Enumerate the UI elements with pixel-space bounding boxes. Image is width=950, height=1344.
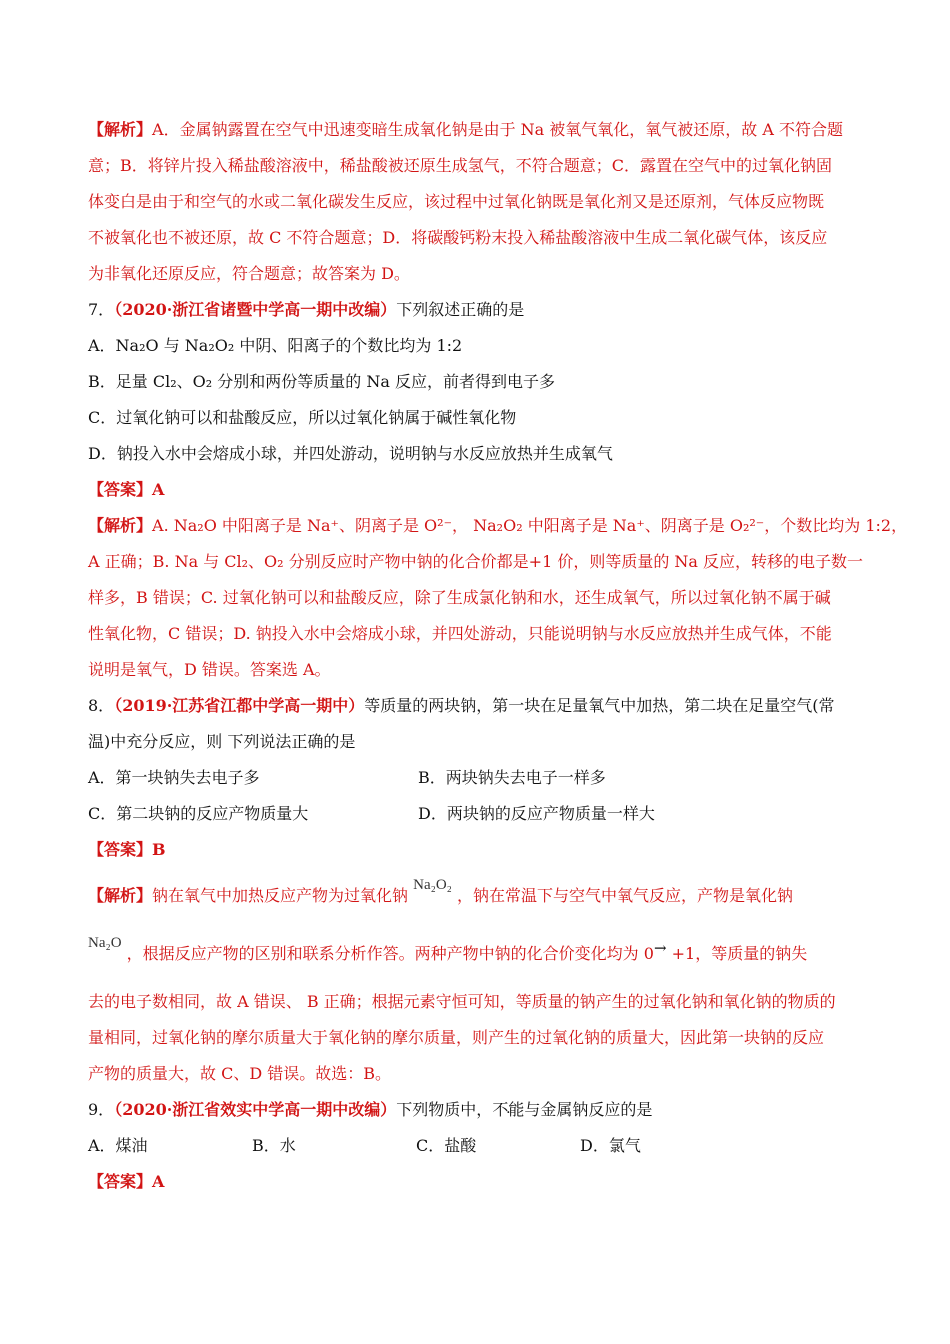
formula-na2o: Na₂O	[88, 935, 122, 951]
q9-option-a: A．煤油	[88, 1136, 148, 1155]
q6-analysis-line-2: 意；B．将锌片投入稀盐酸溶液中，稀盐酸被还原生成氢气，不符合题意；C．露置在空气中的过氧化钠固	[88, 156, 833, 175]
q8-answer	[88, 832, 868, 868]
q8-option-a: A．第一块钠失去电子多	[88, 768, 260, 787]
question-number: 8．	[88, 696, 115, 715]
q8-option-c: C．第二块钠的反应产物质量大	[88, 804, 309, 823]
q9-stem: 9．（2020·浙江省效实中学高一期中改编）下列物质中，不能 ·与金属钠反应的是	[88, 1092, 868, 1128]
q6-analysis-line-5: 为非氧化还原反应，符合题意；故答案为 D。	[88, 264, 410, 283]
q7-option-a: A．Na₂O 与 Na₂O₂ 中阴、阳离子的个数比均为 1:2	[88, 336, 463, 355]
q8-stem-line-2: 温)中充分反应，则 下列说法正确的是	[88, 732, 356, 751]
answer-value: A	[152, 480, 165, 499]
q8-stem-line-1	[88, 688, 868, 724]
answer-tag: 【答案】	[88, 1172, 153, 1191]
question-source: （2020·浙江省诸暨中学高一期中改编）	[114, 300, 397, 319]
q8-option-d: D．两块钠的反应产物质量一样大	[418, 804, 655, 823]
answer-tag: 【答案】	[88, 480, 153, 499]
q6-analysis-line-4: 不被氧化也不被还原，故 C 不符合题意；D．将碳酸钙粉末投入稀盐酸溶液中生成二氧化碳气体，该反应	[88, 228, 828, 247]
q7-analysis-line-4: 性氧化物，C 错误；D. 钠投入水中会熔成小球，并四处游动，只能说明钠与水反应放热并生成气体，不能	[88, 624, 832, 643]
q9-option-b: B．水	[252, 1136, 296, 1155]
analysis-tag: 【解析】	[88, 886, 153, 905]
question-number: 7．	[88, 300, 115, 319]
document-page	[88, 112, 908, 1200]
q8-analysis-line-4: 量相同，过氧化钠的摩尔质量大于氧化钠的摩尔质量，则产生的过氧化钠的质量大，因此第一块钠的反应	[88, 1028, 825, 1047]
q7-stem	[88, 292, 868, 328]
q8-analysis-line-3: 去的电子数相同，故 A 错误、 B 正确；根据元素守恒可知，等质量的钠产生的过氧化钠和氧化钠的物质的	[88, 992, 836, 1011]
question-number: 9．	[88, 1100, 115, 1119]
q7-option-b: B．足量 Cl₂、O₂ 分别和两份等质量的 Na 反应，前者得到电子多	[88, 372, 555, 391]
q8-options-row-2	[88, 796, 868, 832]
q7-analysis-line-3: 样多，B 错误；C. 过氧化钠可以和盐酸反应，除了生成氯化钠和水，还生成氧气，所以过氧化钠不属于碱	[88, 588, 831, 607]
q7-option-d: D．钠投入水中会熔成小球，并四处游动，说明钠与水反应放热并生成氧气	[88, 444, 613, 463]
arrow-icon: →	[653, 939, 667, 957]
answer-value: B	[152, 840, 166, 859]
q8-analysis-line-1: 【解析】钠在氧气中加热反应产物为过氧化钠 Na₂O₂ ，钠在常温下与空气中氧气反应，产物是氧化钠	[88, 868, 868, 925]
emphasis-text: 不能 ·	[492, 1100, 524, 1119]
q9-option-d: D．氯气	[580, 1136, 641, 1155]
formula-na2o2: Na₂O₂	[413, 877, 452, 893]
q6-analysis-line-3: 体变白是由于和空气的水或二氧化碳发生反应，该过程中过氧化钠既是氧化剂又是还原剂，气体反应物既	[88, 192, 825, 211]
q7-analysis-line-1: 【解析】A. Na₂O 中阳离子是 Na⁺、阴离子是 O²⁻， Na₂O₂ 中阳离子是 Na⁺、阴离子是 O₂²⁻，个数比均为 1:2，	[88, 516, 908, 535]
q7-analysis-line-2: A 正确；B. Na 与 Cl₂、O₂ 分别反应时产物中钠的化合价都是+1 价，则等质量的 Na 反应，转移的电子数一	[88, 552, 864, 571]
analysis-tag: 【解析】	[88, 120, 153, 139]
q9-answer	[88, 1164, 868, 1200]
q7-analysis-line-5: 说明是氧气，D 错误。答案选 A。	[88, 660, 331, 679]
q9-options-row	[88, 1128, 868, 1164]
analysis-tag: 【解析】	[88, 516, 153, 535]
q8-analysis-line-2: Na₂O ，根据反应产物的区别和联系分析作答。两种产物中钠的化合价变化均为 0→ +1，等质量的钠失	[88, 925, 868, 984]
answer-tag: 【答案】	[88, 840, 153, 859]
q8-option-b: B．两块钠失去电子一样多	[418, 768, 606, 787]
question-text: 等质量的两块钠，第一块在足量氧气中加热，第二块在足量空气(常	[364, 696, 835, 715]
q8-options-row-1	[88, 760, 868, 796]
question-source: （2019·江苏省江都中学高一期中）	[114, 696, 365, 715]
answer-value: A	[152, 1172, 165, 1191]
q7-answer	[88, 472, 868, 508]
q7-option-c: C．过氧化钠可以和盐酸反应，所以过氧化钠属于碱性氧化物	[88, 408, 517, 427]
question-source: （2020·浙江省效实中学高一期中改编）	[114, 1100, 397, 1119]
question-text: 下列叙述正确的是	[396, 300, 525, 319]
q6-analysis-line-1: 【解析】A．金属钠露置在空气中迅速变暗生成氧化钠是由于 Na 被氧气氧化，氧气被还原，故 A 不符合题	[88, 120, 844, 139]
q9-option-c: C．盐酸	[416, 1136, 477, 1155]
q8-analysis-line-5: 产物的质量大，故 C、D 错误。故选：B。	[88, 1064, 392, 1083]
